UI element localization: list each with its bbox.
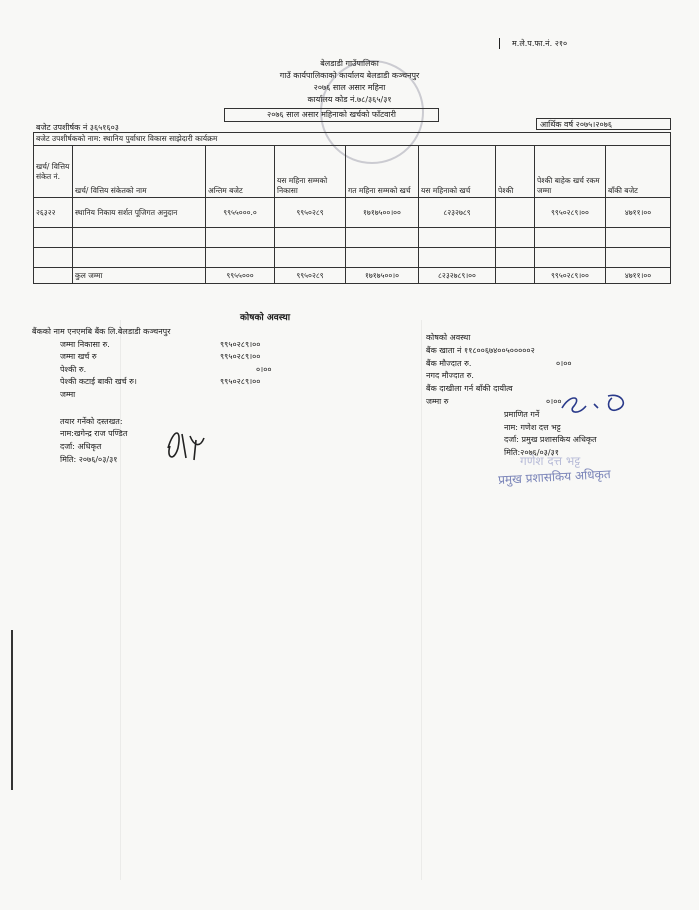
- row-total-expense: ९९५०२८९।००: [535, 198, 606, 228]
- table-row-empty: [34, 228, 671, 248]
- prepared-name: नाम:खगेन्द्र राज पण्डित: [60, 429, 128, 438]
- scan-edge-line: [11, 630, 13, 790]
- total-total-expense: ९९५०२८९।००: [535, 268, 606, 284]
- certified-name: नाम: गणेश दत्त भट्ट: [504, 423, 561, 432]
- prepared-date: मिति: २०७६/०३/३१: [60, 455, 118, 464]
- prepared-by: तयार गर्नेको दस्तखत:: [60, 417, 123, 426]
- row-last-month: १७१७५००।००: [346, 198, 419, 228]
- stamp-officer-name: गणेश दत्त भट्ट: [520, 454, 581, 468]
- report-month: २०७६ साल असार महिना: [313, 83, 386, 92]
- left-value-3: ०।००: [256, 365, 272, 374]
- total-release: ९९५०२८९: [275, 268, 346, 284]
- row-final-budget: ९९५५०००.०: [206, 198, 275, 228]
- row-name: स्थानिय निकाय सर्शत पूजिगत अनुदान: [73, 198, 206, 228]
- row-release: ९९५०२८९: [275, 198, 346, 228]
- table-row: [34, 198, 671, 228]
- right-label-1: बैंक खाता नं ११८००६७४००५०००००२: [426, 346, 535, 355]
- certified-date: मिति:२०७६/०३/३१: [504, 448, 559, 457]
- form-number: म.ले.प.फा.नं. २१०: [499, 38, 567, 49]
- fiscal-year: आर्थिक वर्ष २०७५।२०७६: [536, 118, 671, 130]
- header-code: खर्च/ वित्तिय संकेत नं.: [34, 146, 73, 198]
- right-label-2: बैंक मौज्दात रु.: [426, 359, 472, 368]
- bleed-through: [120, 320, 422, 880]
- budget-code: बजेट उपशीर्षक नं ३६५१६०३: [36, 123, 119, 132]
- right-label-3: नगद मौज्दात रु.: [426, 371, 474, 380]
- header-this-month: यस महिनाको खर्च: [419, 146, 496, 198]
- stamp-officer-post: प्रमुख प्रशासकिय अधिकृत: [497, 467, 611, 487]
- right-value-2: ०।००: [556, 359, 572, 368]
- row-advance: [496, 198, 535, 228]
- header-advance: पेश्की: [496, 146, 535, 198]
- row-this-month: ८२३२७८९: [419, 198, 496, 228]
- total-final-budget: ९९५५०००: [206, 268, 275, 284]
- fund-status-title: कोषको अवस्था: [240, 313, 291, 323]
- municipality-name: बेलडाडी गाउँपालिका: [320, 59, 379, 68]
- table-total-row: [34, 268, 671, 284]
- bank-name: बैंकको नाम एनएमबि बैंक लि.बेलडाडी कञ्चनपुर: [32, 327, 171, 336]
- budget-name: बजेट उपशीर्षकको नाम: स्थानिय पुर्वाधार विकास साझेदारी कार्यक्रम: [34, 133, 671, 146]
- header-last-month: गत महिना सम्मको खर्च: [346, 146, 419, 198]
- left-label-5: जम्मा: [60, 390, 76, 399]
- row-remaining: ४७११।००: [606, 198, 671, 228]
- total-last-month: १७१७५००।०: [346, 268, 419, 284]
- header-final-budget: अन्तिम बजेट: [206, 146, 275, 198]
- expense-table: [33, 132, 671, 284]
- left-value-4: ९९५०२८९।००: [220, 377, 261, 386]
- report-title: २०७६ साल असार महिनाको खर्चको फाँटवारी: [224, 108, 439, 122]
- right-value-5: ०।००: [546, 397, 562, 406]
- table-header-row: [34, 146, 671, 198]
- header-total-expense: पेश्की बाहेक खर्च रकम जम्मा: [535, 146, 606, 198]
- right-label-5: जम्मा रु: [426, 397, 449, 406]
- left-value-2: ९९५०२८९।००: [220, 352, 261, 361]
- header-release: यस महिना सम्मको निकासा: [275, 146, 346, 198]
- left-label-4: पेश्की कटाई बाकी खर्च रु।: [60, 377, 137, 386]
- left-label-2: जम्मा खर्च रु: [60, 352, 97, 361]
- office-name: गाउँ कार्यपालिकाको कार्यालय बेलडाडी कञ्चनपुर: [279, 71, 420, 80]
- certifier-signature: [556, 388, 636, 422]
- table-row-empty: [34, 248, 671, 268]
- certified-post: दर्जा: प्रमुख प्रशासकिय अधिकृत: [504, 435, 597, 444]
- right-title: कोषको अवस्था: [426, 333, 471, 342]
- row-code: २६३२२: [34, 198, 73, 228]
- certified-by: प्रमाणित गर्ने: [504, 410, 540, 419]
- header-name: खर्च/ वित्तिय संकेतको नाम: [73, 146, 206, 198]
- header-remaining: बाँकी बजेट: [606, 146, 671, 198]
- left-value-1: ९९५०२८९।००: [220, 340, 261, 349]
- total-this-month: ८२३२७८९।००: [419, 268, 496, 284]
- total-label: कुल जम्मा: [73, 268, 206, 284]
- left-label-1: जम्मा निकासा रु.: [60, 340, 110, 349]
- office-code: कार्यालय कोड नं.७८/३६५/३१: [307, 95, 392, 104]
- prepared-post: दर्जा: अधिकृत: [60, 442, 102, 451]
- right-label-4: बैंक दाखीला गर्न बाँकी दायीत्व: [426, 384, 513, 393]
- total-remaining: ४७११।००: [606, 268, 671, 284]
- left-label-3: पेश्की रु.: [60, 365, 87, 374]
